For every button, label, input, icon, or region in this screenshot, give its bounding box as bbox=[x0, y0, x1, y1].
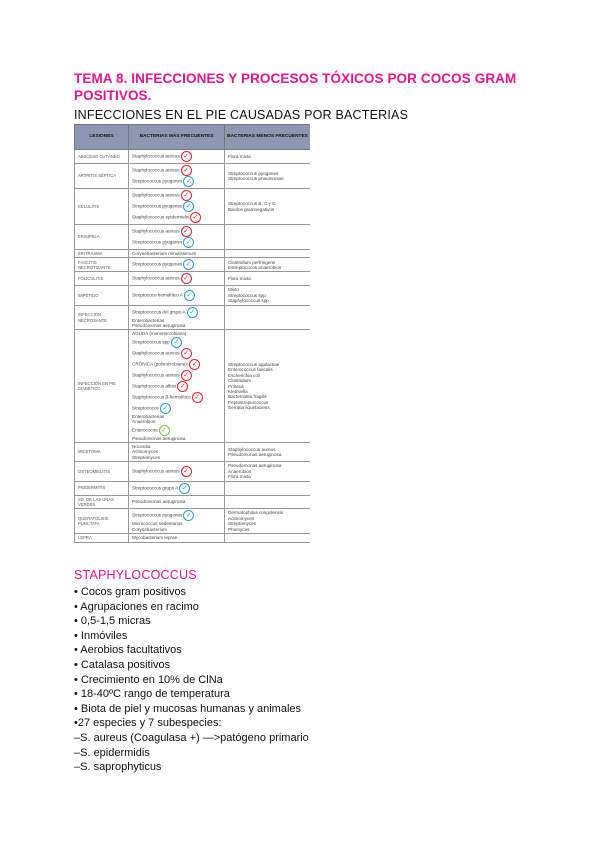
lesion-cell: FASCITIS NECROTIZANTE bbox=[75, 258, 129, 272]
less-frequent-cell bbox=[225, 443, 311, 462]
lesion-cell: INFECCIÓN NECROSANTE bbox=[75, 305, 129, 330]
check-mark-icon: ✓ bbox=[171, 337, 182, 348]
header-menos-frecuentes: BACTERIAS MENOS FRECUENTES bbox=[225, 125, 311, 150]
bacteria-name: Escherichia coli bbox=[228, 372, 260, 378]
bacteria-name: Bacteroides fragilis bbox=[228, 394, 267, 400]
bacteria-name: Streptococcus pneumoniae bbox=[228, 176, 284, 181]
table-row bbox=[75, 258, 311, 272]
bacteria-name: Staphylococcus aureus ✓ bbox=[132, 190, 221, 201]
lesion-cell: ERISIPELA bbox=[75, 225, 129, 250]
bacteria-name: Staphylococcus aureus bbox=[228, 446, 276, 452]
bacteria-name: Corynebacterium bbox=[132, 526, 167, 532]
check-mark-icon: ✓ bbox=[183, 510, 194, 521]
bullet-item: • 0,5-1,5 micras bbox=[74, 615, 151, 628]
table-header-row bbox=[75, 125, 311, 150]
bacteria-name: Peptostreptococcus bbox=[228, 399, 269, 405]
bacteria-name: Staphylococcus aureus ✓ bbox=[132, 273, 221, 284]
bacteria-name: Streptococcus pyogenes ✓ bbox=[132, 510, 221, 521]
table-row bbox=[75, 481, 311, 495]
check-mark-icon: ✓ bbox=[184, 290, 195, 301]
bacteria-name: Mixto bbox=[228, 287, 239, 293]
less-frequent-cell bbox=[225, 225, 311, 250]
bacteria-name: Clostridium bbox=[228, 378, 251, 384]
frequent-cell bbox=[129, 443, 225, 462]
bacteria-name: Pseudomonas aeruginosa bbox=[132, 499, 186, 505]
check-mark-icon: ✓ bbox=[181, 273, 192, 284]
header-frecuentes: BACTERIAS MÁS FRECUENTES bbox=[129, 125, 225, 150]
check-mark-icon: ✓ bbox=[160, 403, 171, 414]
frequent-cell bbox=[129, 225, 225, 250]
table-row bbox=[75, 189, 311, 225]
bacteria-name: Dermatophilus congolensis bbox=[228, 510, 284, 516]
bullet-item: • Agrupaciones en racimo bbox=[74, 600, 199, 613]
less-frequent-cell bbox=[225, 258, 311, 272]
less-frequent-cell bbox=[225, 534, 311, 542]
bacteria-name: Pseudomonas aeruginosa bbox=[132, 323, 186, 329]
bacteria-name: Flora mixta bbox=[228, 276, 251, 282]
bullet-item: –S. aureus (Coagulasa +) —>patógeno primario bbox=[74, 731, 309, 744]
lesion-cell: PIODERMITIS bbox=[75, 481, 129, 495]
bacteria-name: Pseudomonas aeruginosa bbox=[228, 463, 282, 469]
bullet-item: • Catalasa positivos bbox=[74, 658, 171, 671]
check-mark-icon: ✓ bbox=[181, 165, 192, 176]
table-row bbox=[75, 495, 311, 509]
less-frequent-cell bbox=[225, 189, 311, 225]
check-mark-icon: ✓ bbox=[183, 176, 194, 187]
bacteria-name: Streptococcus spp bbox=[228, 292, 266, 298]
bacteria-name: Staphylococcus aureus ✓ bbox=[132, 165, 221, 176]
bacteria-name: Enterobacterias bbox=[132, 413, 165, 419]
bullet-item: •27 especies y 7 subespecies: bbox=[74, 717, 222, 730]
check-mark-icon: ✓ bbox=[181, 190, 192, 201]
check-mark-icon: ✓ bbox=[183, 237, 194, 248]
bacteria-name: Staphylococcus albus ✓ bbox=[132, 381, 221, 392]
bacteria-name: Enterococos ✓ bbox=[132, 425, 221, 436]
lesion-cell: MICETOMA bbox=[75, 443, 129, 462]
section-subtitle: INFECCIONES EN EL PIE CAUSADAS POR BACTERIAS bbox=[74, 108, 409, 122]
frequent-cell bbox=[129, 150, 225, 164]
check-mark-icon: ✓ bbox=[179, 483, 190, 494]
bacteria-name: Flora mixta bbox=[228, 153, 251, 159]
bacteria-name: Streptococcus pyogenes ✓ bbox=[132, 259, 221, 270]
frequent-cell bbox=[129, 189, 225, 225]
table-row bbox=[75, 272, 311, 286]
bacteria-name: Bacilos gramnegativos bbox=[228, 206, 275, 212]
frequent-cell bbox=[129, 534, 225, 542]
lesion-cell: ABSCESO CUTÁNEO bbox=[75, 150, 129, 164]
less-frequent-cell bbox=[225, 150, 311, 164]
bullet-item: • Biota de piel y mucosas humanas y animales bbox=[74, 702, 302, 715]
bacteria-name: Staphylococcus aureus ✓ bbox=[132, 466, 221, 477]
bullet-item: • Inmóviles bbox=[74, 629, 128, 642]
check-mark-icon: ✓ bbox=[192, 392, 203, 403]
section-heading: STAPHYLOCOCCUS bbox=[74, 568, 197, 582]
lesion-cell: SD. DE LAS UÑAS VERDES bbox=[75, 495, 129, 509]
bacteria-name: Streptococcus del grupo A ✓ bbox=[132, 307, 221, 318]
bacteria-name: Streptococcus pyogenes ✓ bbox=[132, 176, 221, 187]
bacteria-name: Streptococcus pyogenes ✓ bbox=[132, 237, 221, 248]
less-frequent-cell bbox=[225, 250, 311, 258]
bacteria-name: Staphylococcus β-hemolítico ✓ bbox=[132, 392, 221, 403]
bacteria-name: Staphylococcus aureus ✓ bbox=[132, 370, 221, 381]
bullet-item: • 18-40ºC rango de temperatura bbox=[74, 688, 230, 701]
bacteria-table-image bbox=[74, 124, 310, 550]
lesion-cell: ERITRASMA bbox=[75, 250, 129, 258]
lesion-cell: LEPRA bbox=[75, 534, 129, 542]
less-frequent-cell bbox=[225, 481, 311, 495]
bullet-item: • Cocos gram positivos bbox=[74, 586, 187, 598]
check-mark-icon: ✓ bbox=[189, 359, 200, 370]
bacteria-name: AGUDA (monomicrobiana): bbox=[132, 331, 188, 337]
bacteria-name: Staphylococcus aureus ✓ bbox=[132, 348, 221, 359]
less-frequent-cell bbox=[225, 305, 311, 330]
check-mark-icon: ✓ bbox=[190, 212, 201, 223]
bacteria-name: Flora mixta bbox=[228, 474, 251, 480]
check-mark-icon: ✓ bbox=[181, 348, 192, 359]
check-mark-icon: ✓ bbox=[181, 151, 192, 162]
bacteria-name: Enterobacterias bbox=[132, 317, 165, 323]
bullet-item: –S. epidermidis bbox=[74, 746, 150, 759]
less-frequent-cell bbox=[225, 164, 311, 189]
check-mark-icon: ✓ bbox=[181, 466, 192, 477]
page-title: TEMA 8. INFECCIONES Y PROCESOS TÓXICOS POR COCOS GRAM POSITIVOS. bbox=[74, 71, 517, 103]
bullet-item: • Crecimiento en 10% de ClNa bbox=[74, 673, 223, 686]
table-row bbox=[75, 225, 311, 250]
bacteria-name: Pseudomonas aeruginosa bbox=[228, 452, 282, 458]
bullet-list bbox=[74, 585, 309, 775]
bacteria-name: Mycobacterium leprae bbox=[132, 535, 178, 541]
bacteria-name: Actinomyces bbox=[228, 515, 255, 521]
lesion-cell: OSTEOMIELITIS bbox=[75, 462, 129, 481]
table-row bbox=[75, 534, 311, 542]
table-row bbox=[75, 150, 311, 164]
bacteria-name: Streptococos ✓ bbox=[132, 403, 221, 414]
frequent-cell bbox=[129, 509, 225, 534]
bacteria-name: Staphylococcus spp bbox=[228, 298, 269, 304]
bacteria-name: Staphylococcus epidermidis ✓ bbox=[132, 212, 221, 223]
lesion-cell: FOLICULITIS bbox=[75, 272, 129, 286]
bacteria-name: Phomyces bbox=[228, 526, 250, 532]
bacteria-name: Streptococcus pyogenes ✓ bbox=[132, 201, 221, 212]
bacteria-name: Staphylococcus aureus ✓ bbox=[132, 151, 221, 162]
check-mark-icon: ✓ bbox=[159, 425, 170, 436]
bacteria-name: Streptococo hemolítico A ✓ bbox=[132, 290, 221, 301]
check-mark-icon: ✓ bbox=[181, 370, 192, 381]
check-mark-icon: ✓ bbox=[183, 201, 194, 212]
table-row bbox=[75, 286, 311, 305]
lesion-cell: INFECCIÓN EN PIE DIABÉTICO bbox=[75, 330, 129, 443]
table-row bbox=[75, 330, 311, 443]
less-frequent-cell bbox=[225, 330, 311, 443]
bacteria-name: Micrococcus sedentarius bbox=[132, 521, 183, 527]
bacteria-table bbox=[74, 124, 310, 543]
frequent-cell bbox=[129, 330, 225, 443]
lesion-cell: QUERATOLISIS PUNCTATA bbox=[75, 509, 129, 534]
bacteria-name: Clostridium perfringens bbox=[228, 259, 276, 265]
bacteria-name: Enterococcus faecalis bbox=[228, 367, 273, 373]
bacteria-name: Anaerobios bbox=[132, 419, 156, 425]
bacteria-name: Streptococcus B, C y G bbox=[228, 201, 276, 207]
bacteria-name: Streptococcus pyogenes bbox=[228, 170, 279, 176]
less-frequent-cell bbox=[225, 462, 311, 481]
bacteria-name: Anaerobios bbox=[228, 468, 252, 474]
bacteria-name: Proteus bbox=[228, 383, 244, 389]
table-row bbox=[75, 509, 311, 534]
frequent-cell bbox=[129, 258, 225, 272]
table-row bbox=[75, 462, 311, 481]
lesion-cell: CELULITIS bbox=[75, 189, 129, 225]
check-mark-icon: ✓ bbox=[177, 381, 188, 392]
header-lesiones: LESIONES bbox=[75, 125, 129, 150]
bacteria-name: Streptomyces bbox=[228, 521, 257, 527]
table-row bbox=[75, 164, 311, 189]
frequent-cell bbox=[129, 164, 225, 189]
bacteria-name: Streptococcus spp ✓ bbox=[132, 337, 221, 348]
frequent-cell bbox=[129, 272, 225, 286]
bullet-item: • Aerobios facultativos bbox=[74, 644, 182, 657]
frequent-cell bbox=[129, 250, 225, 258]
frequent-cell bbox=[129, 495, 225, 509]
bacteria-name: Serratia liquefaciens bbox=[228, 405, 270, 411]
bacteria-name: Estreptococos anaerobios bbox=[228, 264, 282, 270]
bacteria-name: Actinomyces bbox=[132, 449, 159, 455]
bacteria-name: Streptococcus grupo A ✓ bbox=[132, 483, 221, 494]
less-frequent-cell bbox=[225, 286, 311, 305]
check-mark-icon: ✓ bbox=[187, 307, 198, 318]
bacteria-name: Staphylococcus aureus ✓ bbox=[132, 226, 221, 237]
bacteria-name: CRÓNICA (polimicrobiana): ✓ bbox=[132, 359, 221, 370]
lesion-cell: IMPÉTIGO bbox=[75, 286, 129, 305]
less-frequent-cell bbox=[225, 272, 311, 286]
table-row bbox=[75, 443, 311, 462]
lesion-cell: ARTRITIS SÉPTICA bbox=[75, 164, 129, 189]
check-mark-icon: ✓ bbox=[183, 259, 194, 270]
bullet-item: –S. saprophyticus bbox=[74, 761, 162, 774]
frequent-cell bbox=[129, 462, 225, 481]
frequent-cell bbox=[129, 481, 225, 495]
bacteria-name: Streptococcus agalactiae bbox=[228, 361, 280, 367]
bacteria-name: Nocardia bbox=[132, 444, 151, 450]
check-mark-icon: ✓ bbox=[181, 226, 192, 237]
table-row bbox=[75, 305, 311, 330]
frequent-cell bbox=[129, 305, 225, 330]
less-frequent-cell bbox=[225, 509, 311, 534]
frequent-cell bbox=[129, 286, 225, 305]
table-row bbox=[75, 250, 311, 258]
less-frequent-cell bbox=[225, 495, 311, 509]
bacteria-name: Streptomyces bbox=[132, 454, 161, 460]
bacteria-name: Corynebacterium minutissimum bbox=[132, 251, 197, 256]
bacteria-name: Pseudomonas aeruginosa bbox=[132, 435, 186, 441]
bacteria-name: Klebsiella bbox=[228, 388, 248, 394]
